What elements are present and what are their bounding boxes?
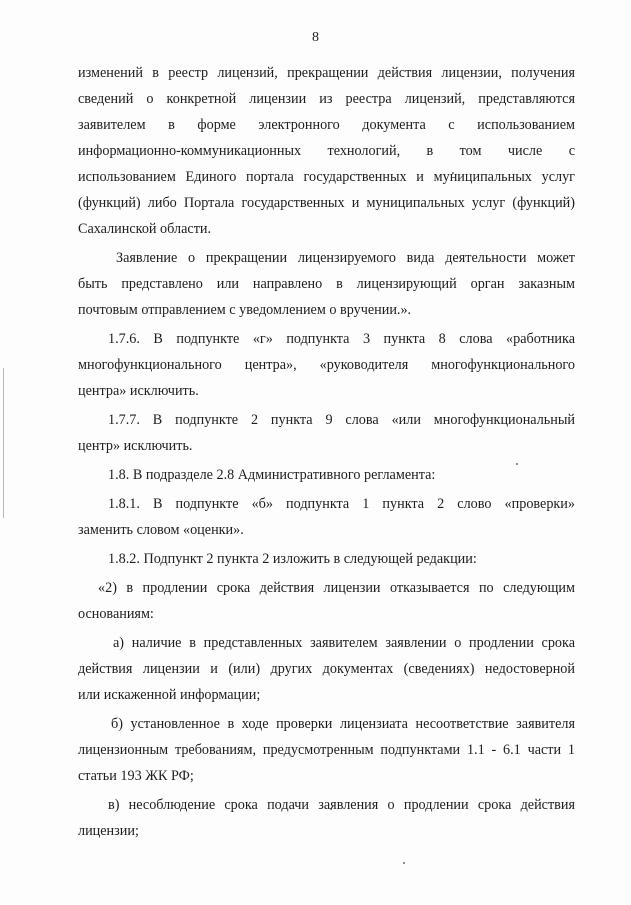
text-line: многофункционального центра», «руководителя многофункционального xyxy=(78,357,575,373)
text-line: а) наличие в представленных заявителем заявлении о продлении срока xyxy=(113,635,575,651)
text-line: Сахалинской области. xyxy=(78,221,212,237)
document-body xyxy=(78,60,575,844)
text-line: центра» исключить. xyxy=(78,383,199,399)
text-line: быть представлено или направлено в лицензирующий орган заказным xyxy=(78,276,575,292)
text-line: Заявление о прекращении лицензируемого вида деятельности может xyxy=(116,250,575,266)
text-line: «2) в продлении срока действия лицензии отказывается по следующим xyxy=(98,580,575,596)
text-line: заменить словом «оценки». xyxy=(78,522,244,538)
text-line: 1.8. В подразделе 2.8 Административного регламента: xyxy=(108,467,436,483)
text-line: б) установленное в ходе проверки лицензиата несоответствие заявителя xyxy=(111,716,575,732)
text-line: изменений в реестр лицензий, прекращении действия лицензии, получения xyxy=(78,65,575,81)
scan-speck xyxy=(403,862,405,864)
text-line: сведений о конкретной лицензии из реестра лицензий, представляются xyxy=(78,91,575,107)
text-line: в) несоблюдение срока подачи заявления о продлении срока действия xyxy=(108,797,575,813)
text-line: 1.8.2. Подпункт 2 пункта 2 изложить в следующей редакции: xyxy=(108,551,477,567)
text-line: 1.8.1. В подпункте «б» подпункта 1 пункта 2 слово «проверки» xyxy=(108,496,575,512)
text-line: центр» исключить. xyxy=(78,438,193,454)
text-line: или искаженной информации; xyxy=(78,687,261,703)
text-line: почтовым отправлением с уведомлением о вручении.». xyxy=(78,302,412,318)
text-line: действия лицензии и (или) других документах (сведениях) недостоверной xyxy=(78,661,575,677)
text-line: лицензии; xyxy=(78,823,139,839)
page-number: 8 xyxy=(312,30,319,45)
text-line: (функций) либо Портала государственных и муниципальных услуг (функций) xyxy=(78,195,575,211)
text-line: заявителем в форме электронного документа с использованием xyxy=(78,117,575,133)
text-line: 1.7.6. В подпункте «г» подпункта 3 пункта 8 слова «работника xyxy=(108,331,575,347)
text-line: использованием Единого портала государственных и муниципальных услуг xyxy=(78,169,575,185)
text-line: лицензионным требованиям, предусмотренным подпунктами 1.1 - 6.1 части 1 xyxy=(78,742,575,758)
text-line: 1.7.7. В подпункте 2 пункта 9 слова «или многофункциональный xyxy=(108,412,575,428)
text-line: статьи 193 ЖК РФ; xyxy=(78,768,194,784)
text-line: информационно-коммуникационных технологий, в том числе с xyxy=(78,143,575,159)
text-line: основаниям: xyxy=(78,606,154,622)
scan-edge-mark xyxy=(3,368,4,518)
